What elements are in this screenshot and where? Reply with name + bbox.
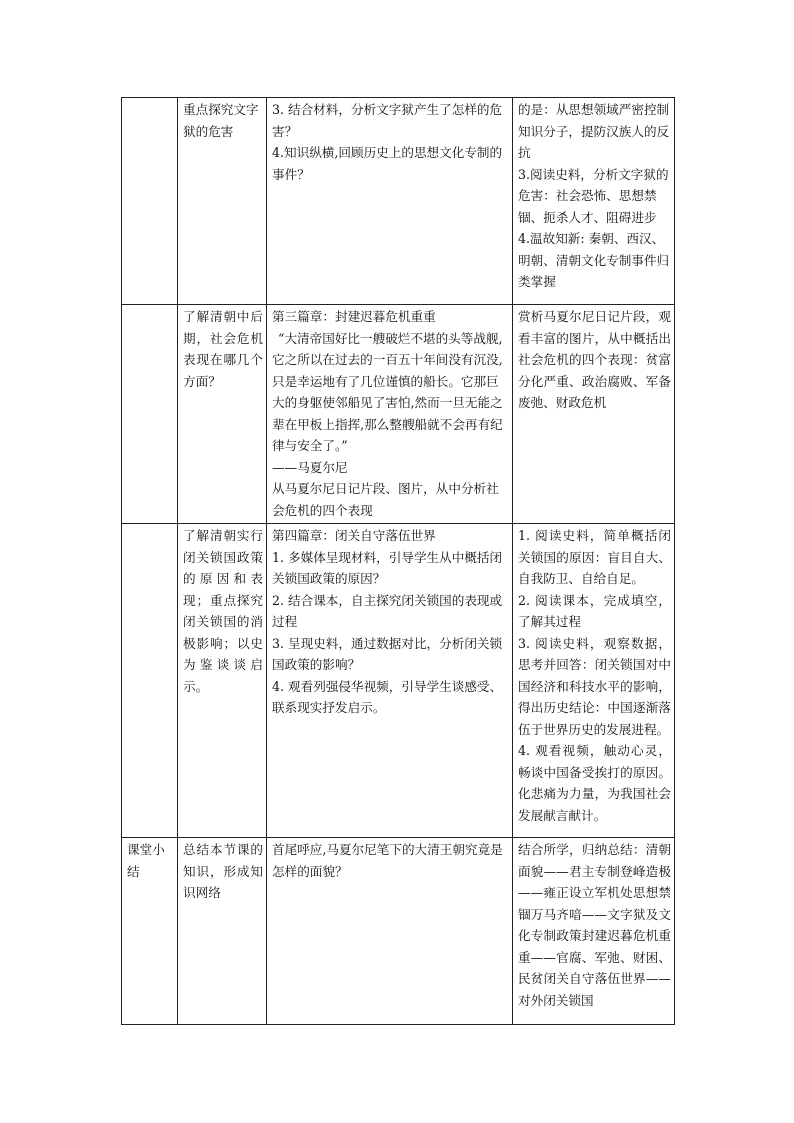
student-line: 的是：从思想领域严密控制知识分子，提防汉族人的反抗 [518, 102, 670, 160]
student-line: 赏析马夏尔尼日记片段，观看丰富的图片，从中概括出社会危机的四个表现：贫富分化严重、政治腐败、军备废弛、财政危机 [518, 309, 671, 410]
section-cell: 课堂小结 [122, 838, 178, 1025]
student-cell [513, 838, 675, 1025]
goal-cell [178, 838, 267, 1025]
activity-cell [267, 838, 513, 1025]
activity-cell [267, 98, 513, 305]
student-line: 4.温故知新: 秦朝、西汉、明朝、清朝文化专制事件归类掌握 [518, 231, 670, 289]
quote-text: “大清帝国好比一艘破烂不堪的头等战舰,它之所以在过去的一百五十年间没有沉没,只是幸运地有了几位谨慎的船长。它那巨大的身躯使邻船见了害怕,然而一旦无能之辈在甲板上指挥,那么整艘船就不会再有纪律与安全了。” [272, 330, 503, 453]
goal-cell [178, 524, 267, 838]
activity-cell [267, 305, 513, 524]
activity-line: 4.知识纵横,回顾历史上的思想文化专制的事件？ [272, 145, 503, 182]
activity-cell [267, 524, 513, 838]
chapter-title: 第四篇章：闭关自守落伍世界 [272, 528, 436, 543]
quote-source: ——马夏尔尼 [272, 459, 348, 475]
goal-cell [178, 98, 267, 305]
activity-line: 3. 呈现史料，通过数据对比，分析闭关锁国政策的影响？ [272, 635, 503, 672]
table-row [122, 838, 675, 1025]
student-line: 4. 观看视频，触动心灵，畅谈中国备受挨打的原因。化悲痛为力量，为我国社会发展献言献计。 [518, 743, 671, 823]
student-line: 2. 阅读课本，完成填空，了解其过程 [518, 592, 671, 629]
student-cell [513, 305, 675, 524]
chapter-title: 第三篇章：封建迟暮危机重重 [272, 309, 436, 324]
activity-line: 首尾呼应,马夏尔尼笔下的大清王朝究竟是怎样的面貌？ [272, 842, 503, 879]
table-row [122, 98, 675, 305]
lesson-plan-table [121, 97, 675, 1025]
goal-text: 了解清朝中后期，社会危机表现在哪几个方面？ [183, 309, 263, 389]
goal-text: 重点探究文字狱的危害 [183, 102, 259, 139]
student-line: 3.阅读史料，分析文字狱的危害：社会恐怖、思想禁锢、扼杀人才、阻碍进步 [518, 166, 669, 225]
goal-cell [178, 305, 267, 524]
table-row [122, 524, 675, 838]
section-cell [122, 305, 178, 524]
goal-text: 总结本节课的知识，形成知识网络 [183, 842, 263, 900]
student-line: 3. 阅读史料，观察数据，思考并回答：闭关锁国对中国经济和科技水平的影响，得出历史结论：中国逐渐落伍于世界历史的发展进程。 [518, 635, 671, 737]
activity-line: 从马夏尔尼日记片段、图片，从中分析社会危机的四个表现 [272, 481, 499, 518]
activity-line: 3. 结合材料，分析文字狱产生了怎样的危害？ [272, 102, 503, 139]
section-cell [122, 98, 178, 305]
student-line: 结合所学，归纳总结：清朝面貌——君主专制登峰造极——雍正设立军机处思想禁锢万马齐喑——文字狱及文化专制政策封建迟暮危机重重——官腐、军弛、财困、民贫闭关自守落伍世界——对外闭关锁国 [518, 842, 671, 1008]
student-cell [513, 524, 675, 838]
table-row [122, 305, 675, 524]
activity-line: 4. 观看列强侵华视频，引导学生谈感受、联系现实抒发启示。 [272, 678, 503, 715]
goal-text: 了解清朝实行闭关锁国政策的原因和表现；重点探究闭关锁国的消极影响；以史为鉴谈谈启示。 [183, 528, 263, 694]
activity-line: 1. 多媒体呈现材料，引导学生从中概括闭关锁国政策的原因？ [272, 549, 503, 586]
student-line: 1. 阅读史料，简单概括闭关锁国的原因：盲目自大、自我防卫、自给自足。 [518, 528, 671, 586]
activity-line: 2. 结合课本，自主探究闭关锁国的表现或过程 [272, 592, 503, 629]
section-cell [122, 524, 178, 838]
student-cell [513, 98, 675, 305]
